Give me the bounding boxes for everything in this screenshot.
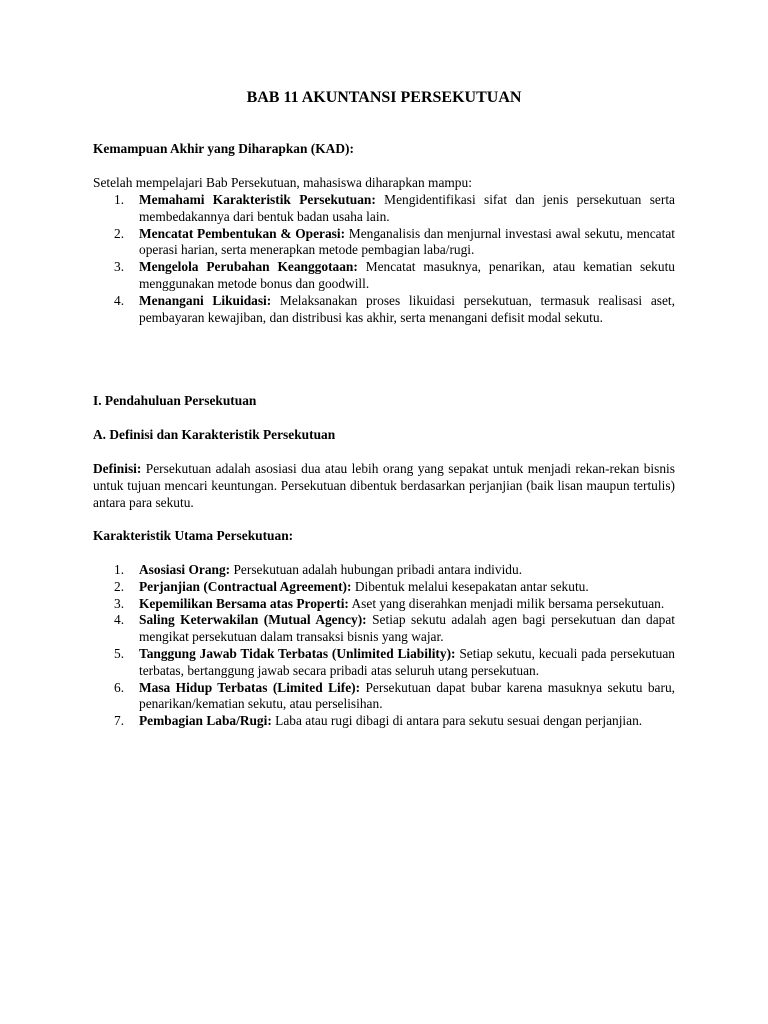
kad-item [93, 259, 675, 293]
characteristic-number: 5. [114, 645, 125, 661]
kad-item-term: Memahami Karakteristik Persekutuan: [139, 192, 376, 207]
characteristic-term: Perjanjian (Contractual Agreement): [139, 578, 352, 594]
kad-list [93, 192, 675, 326]
kad-heading: Kemampuan Akhir yang Diharapkan (KAD): [93, 141, 354, 156]
page-title: BAB 11 AKUNTANSI PERSEKUTUAN [246, 89, 522, 106]
characteristic-number: 3. [114, 595, 125, 611]
kad-item-text: Menganalisis dan menjurnal investasi awal sekutu, mencatat operasi harian, serta menerapkan metode pembagian laba/rugi. [139, 225, 675, 258]
characteristic-item [93, 646, 675, 680]
characteristic-text: Laba atau rugi dibagi di antara para sekutu sesuai dengan perjanjian. [271, 713, 643, 729]
section-heading: I. Pendahuluan Persekutuan [93, 393, 257, 408]
characteristic-number: 6. [114, 679, 125, 695]
characteristic-text: Aset yang diserahkan menjadi milik bersama persekutuan. [348, 595, 665, 611]
characteristic-term: Asosiasi Orang: [139, 562, 231, 577]
characteristic-term: Pembagian Laba/Rugi: [139, 713, 272, 729]
kad-item-number: 1. [114, 192, 125, 207]
characteristic-item [93, 579, 675, 596]
characteristic-item [93, 596, 675, 613]
characteristic-text: Setiap sekutu adalah agen bagi persekutuan dan dapat mengikat persekutuan dalam transaksi bisnis yang wajar. [139, 612, 676, 645]
definition-text: Persekutuan adalah asosiasi dua atau lebih orang yang sepakat untuk menjadi rekan-rekan bisnis untuk tujuan mencari keuntungan. Persekutuan dibentuk berdasarkan perjanjian (baik lisan maupun tertulis) antara para sekutu. [93, 461, 675, 510]
characteristic-text: Setiap sekutu, kecuali pada persekutuan terbatas, bertanggung jawab secara pribadi atas seluruh utang persekutuan. [139, 645, 675, 678]
definition-term: Definisi: [93, 461, 142, 476]
characteristic-term: Saling Keterwakilan (Mutual Agency): [139, 612, 367, 628]
kad-item [93, 192, 675, 226]
characteristics-heading: Karakteristik Utama Persekutuan: [93, 528, 294, 543]
characteristic-text: Dibentuk melalui kesepakatan antar sekutu. [351, 578, 589, 594]
kad-item-text: Mengidentifikasi sifat dan jenis persekutuan serta membedakannya dari bentuk badan usaha lain. [139, 192, 675, 224]
characteristic-number: 1. [114, 562, 125, 577]
kad-item [93, 226, 675, 260]
characteristic-term: Masa Hidup Terbatas (Limited Life): [139, 679, 361, 695]
kad-item-text: Melaksanakan proses likuidasi persekutuan, termasuk realisasi aset, pembayaran kewajiban, dan distribusi kas akhir, serta menangani defisit modal sekutu. [139, 292, 675, 325]
kad-item-text: Mencatat masuknya, penarikan, atau kematian sekutu menggunakan metode bonus dan goodwill. [139, 259, 675, 291]
kad-item-number: 2. [114, 225, 125, 241]
kad-item-term: Mencatat Pembentukan & Operasi: [139, 225, 346, 241]
characteristic-item [93, 713, 675, 730]
kad-item-term: Mengelola Perubahan Keanggotaan: [139, 259, 358, 275]
characteristic-term: Tanggung Jawab Tidak Terbatas (Unlimited Liability): [139, 645, 456, 661]
kad-intro: Setelah mempelajari Bab Persekutuan, mahasiswa diharapkan mampu: [93, 175, 472, 190]
characteristic-text: Persekutuan adalah hubungan pribadi antara individu. [230, 562, 523, 577]
kad-item-number: 3. [114, 259, 125, 275]
characteristic-item [93, 562, 675, 579]
characteristics-list [93, 562, 675, 730]
kad-item [93, 293, 675, 327]
characteristic-text: Persekutuan dapat bubar karena masuknya sekutu baru, penarikan/kematian sekutu, atau perselisihan. [139, 679, 675, 712]
kad-item-number: 4. [114, 292, 125, 308]
characteristic-term: Kepemilikan Bersama atas Properti: [139, 595, 349, 611]
subsection-heading: A. Definisi dan Karakteristik Persekutuan [93, 427, 336, 442]
characteristic-item [93, 680, 675, 714]
kad-item-term: Menangani Likuidasi: [139, 292, 272, 308]
characteristic-number: 2. [114, 578, 125, 594]
characteristic-number: 7. [114, 713, 125, 729]
characteristic-item [93, 612, 675, 646]
characteristic-number: 4. [114, 612, 125, 628]
definition-paragraph [93, 461, 675, 511]
